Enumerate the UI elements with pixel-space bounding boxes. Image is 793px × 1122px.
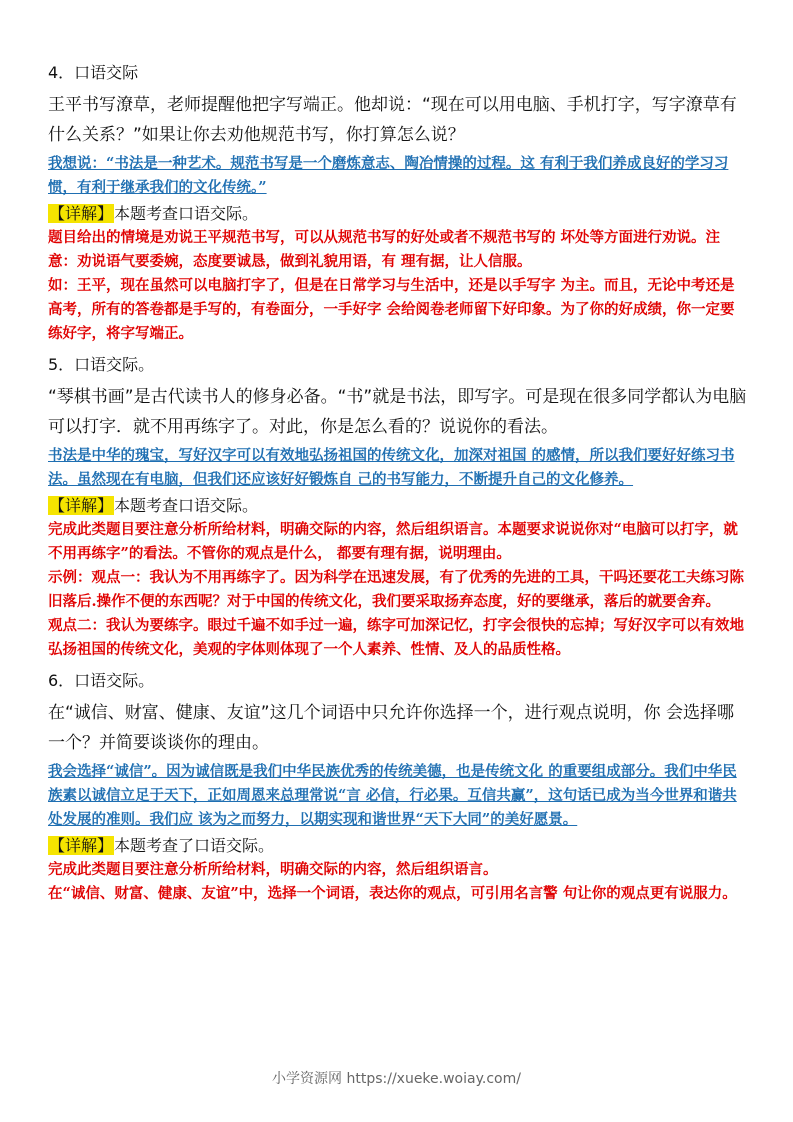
- explanation-paragraph: 在“诚信、财富、健康、友谊”中，选择一个词语，表达你的观点，可引用名言警 句让你的观点更有说服力。: [48, 885, 737, 902]
- question-4: [48, 60, 748, 346]
- question-number: 6．口语交际。: [48, 671, 155, 690]
- explanation-summary: 本题考查了口语交际。: [114, 836, 275, 855]
- answer-text: 书法是中华的瑰宝，写好汉字可以有效地弘扬祖国的传统文化，加深对祖国 的感情，所以我们要好好练习书法。虽然现在有电脑，但我们还应该好好锻炼自 己的书写能力，不断提升自己的文化修养。: [48, 447, 735, 488]
- document-page: [48, 60, 748, 906]
- page-footer: 小学资源网 https://xueke.woiay.com/: [272, 1071, 521, 1087]
- explanation-paragraph: 如：王平，现在虽然可以电脑打字了，但是在日常学习与生活中，还是以手写字 为主。而且，无论中考还是高考，所有的答卷都是手写的，有卷面分，一手好字 会给阅卷老师留下好印象。为了你的好成绩，你一定要练好字，将字写端正。: [48, 277, 735, 342]
- explanation-heading: [48, 494, 748, 518]
- explanation-heading: [48, 202, 748, 226]
- explanation-paragraph: 完成此类题目要注意分析所给材料，明确交际的内容，然后组织语言。: [48, 861, 498, 878]
- answer-text: 我想说：“书法是一种艺术。规范书写是一个磨炼意志、陶冶情操的过程。这 有利于我们养成良好的学习习惯，有利于继承我们的文化传统。”: [48, 155, 729, 196]
- question-text: “琴棋书画”是古代读书人的修身必备。“书”就是书法，即写字。可是现在很多同学都认为电脑可以打字．就不用再练字了。对此，你是怎么看的？说说你的看法。: [48, 387, 747, 437]
- explanation-tag: 【详解】: [49, 204, 114, 223]
- question-6: [48, 668, 748, 906]
- explanation-tag: 【详解】: [49, 836, 114, 855]
- explanation-tag: 【详解】: [49, 496, 114, 515]
- explanation-summary: 本题考查口语交际。: [114, 204, 259, 223]
- explanation-heading: [48, 834, 748, 858]
- question-text: 王平书写潦草，老师提醒他把字写端正。他却说：“现在可以用电脑、手机打字，写字潦草有什么关系？”如果让你去劝他规范书写，你打算怎么说？: [48, 95, 737, 145]
- question-5: [48, 352, 748, 662]
- question-number: 4．口语交际: [48, 63, 139, 82]
- question-text: 在“诚信、财富、健康、友谊”这几个词语中只允许你选择一个，进行观点说明，你 会选择哪一个？并简要谈谈你的理由。: [48, 703, 735, 753]
- explanation-paragraph: 观点二：我认为要练字。眼过千遍不如手过一遍，练字可加深记忆，打字会很快的忘掉；写好汉字可以有效地弘扬祖国的传统文化，美观的字体则体现了一个人素养、性情、及人的品质性格。: [48, 617, 744, 658]
- explanation-paragraph: 题目给出的情境是劝说王平规范书写，可以从规范书写的好处或者不规范书写的 坏处等方面进行劝说。注意：劝说语气要委婉，态度要诚恳，做到礼貌用语，有 理有据，让人信服。: [48, 229, 721, 270]
- explanation-summary: 本题考查口语交际。: [114, 496, 259, 515]
- explanation-paragraph: 完成此类题目要注意分析所给材料，明确交际的内容，然后组织语言。本题要求说说你对“电脑可以打字，就不用再练字”的看法。不管你的观点是什么， 都要有理有据，说明理由。: [48, 521, 738, 562]
- question-number: 5．口语交际。: [48, 355, 155, 374]
- answer-text: 我会选择“诚信”。因为诚信既是我们中华民族优秀的传统美德，也是传统文化 的重要组成部分。我们中华民族素以诚信立足于天下，正如周恩来总理常说“言 必信，行必果。互信共赢”，这句话已成为当今世界和谐共处发展的准则。我们应 该为之而努力，以期实现和谐世界“天下大同”的美好愿景。: [48, 763, 737, 828]
- explanation-paragraph: 示例：观点一：我认为不用再练字了。因为科学在迅速发展，有了优秀的先进的工具，干吗还要花工夫练习陈旧落后.操作不便的东西呢？对于中国的传统文化，我们要采取扬弃态度，好的要继承，落后的就要舍弃。: [48, 569, 744, 610]
